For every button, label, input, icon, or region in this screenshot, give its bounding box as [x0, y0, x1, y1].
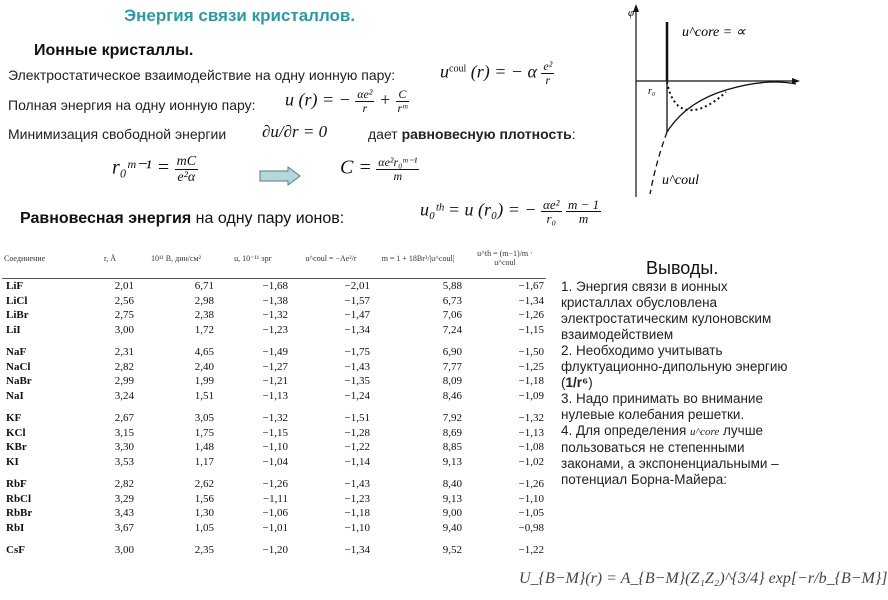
value-cell: −1,32 [262, 309, 288, 322]
value-cell: 8,46 [442, 389, 462, 402]
value-cell: −1,34 [344, 544, 370, 557]
conclusions-list [561, 279, 797, 488]
minimization-result: дает равновесную плотность: [368, 126, 576, 142]
value-cell: 1,17 [194, 455, 214, 468]
value-cell: −1,26 [518, 309, 544, 322]
value-cell: −1,23 [344, 492, 370, 505]
group-spacer [2, 403, 546, 411]
value-cell: −1,57 [344, 294, 370, 307]
compound-cell: KF [6, 412, 22, 425]
value-cell: 1,99 [194, 375, 214, 388]
total-potential-curve [667, 82, 796, 132]
value-cell: 3,67 [114, 521, 134, 534]
value-cell: 2,38 [194, 309, 214, 322]
value-cell: −1,24 [344, 389, 370, 402]
table-row [2, 426, 546, 441]
value-cell: −1,01 [262, 521, 288, 534]
value-cell: 3,24 [114, 389, 134, 402]
value-cell: 3,53 [114, 455, 134, 468]
potential-plot [626, 2, 800, 198]
value-cell: −0,98 [518, 521, 544, 534]
value-cell: −1,20 [262, 544, 288, 557]
value-cell: −1,22 [344, 441, 370, 454]
plot-core-label: u^core = ∝ [682, 25, 746, 40]
compound-cell: LiI [6, 323, 21, 336]
conclusion-3: 3. Надо принимать во внимание нулевые колебания решетки. [561, 391, 763, 422]
value-cell: −1,10 [262, 441, 288, 454]
value-cell: −1,02 [518, 455, 544, 468]
equilibrium-heading: Равновесная энергия на одну пару ионов: [20, 210, 345, 227]
value-cell: 2,40 [194, 360, 214, 373]
col-b: 10¹¹ B, дин/см² [136, 238, 216, 279]
compound-cell: LiCl [6, 294, 28, 307]
compound-cell: NaI [6, 389, 24, 402]
value-cell: 3,00 [114, 323, 134, 336]
coulomb-line-text: Электростатическое взаимодействие на одну ионную пару: [8, 67, 396, 83]
value-cell: 1,30 [194, 507, 214, 520]
col-uth: u^th = (m−1)/m · u^coul [464, 238, 546, 279]
table-row [2, 308, 546, 323]
value-cell: −1,26 [262, 478, 288, 491]
dotted-minimum-curve [667, 82, 726, 110]
value-cell: 7,24 [442, 323, 462, 336]
value-cell: 3,15 [114, 426, 134, 439]
value-cell: 2,35 [194, 544, 214, 557]
value-cell: −1,38 [262, 294, 288, 307]
col-compound: Соединение [2, 238, 84, 279]
compound-cell: NaF [6, 346, 27, 359]
value-cell: 3,05 [194, 412, 214, 425]
value-cell: 3,29 [114, 492, 134, 505]
value-cell: −1,18 [344, 507, 370, 520]
value-cell: −1,35 [344, 375, 370, 388]
table-row [2, 543, 546, 558]
value-cell: 8,69 [442, 426, 462, 439]
value-cell: −1,13 [518, 426, 544, 439]
value-cell: −1,09 [518, 389, 544, 402]
table-row [2, 521, 546, 536]
table-row [2, 506, 546, 521]
table-row [2, 374, 546, 389]
compound-cell: CsF [6, 544, 25, 557]
compound-cell: LiBr [6, 309, 29, 322]
value-cell: 2,56 [114, 294, 134, 307]
compound-cell: RbCl [6, 492, 32, 505]
table-row [2, 360, 546, 375]
value-cell: 1,51 [194, 389, 214, 402]
table-row [2, 294, 546, 309]
value-cell: 6,71 [194, 280, 214, 293]
value-cell: −1,51 [344, 412, 370, 425]
coulomb-formula: $u^{coul}$ (r) = − α $\frac{\text{e²}}{r}$ [440, 59, 553, 87]
value-cell: 9,40 [442, 521, 462, 534]
value-cell: 2,62 [194, 478, 214, 491]
value-cell: −1,11 [262, 492, 288, 505]
value-cell: −1,67 [518, 280, 544, 293]
value-cell: 6,90 [442, 346, 462, 359]
equilibrium-formula: u₀ᵗʰ = u (r₀) = − $\frac{\text{αe²}}{\text{r₀}}$ $\frac{m - 1}{m}$ [420, 197, 600, 226]
value-cell: −1,10 [344, 521, 370, 534]
value-cell: −1,18 [518, 375, 544, 388]
born-mayer-formula: U_{B−M}(r) = A_{B−M}(Z₁Z₂)^{3/4} exp[−r/b_{B−M}] [519, 570, 888, 587]
value-cell: 4,65 [194, 346, 214, 359]
table-row [2, 389, 546, 404]
plot-ylabel: φ [628, 7, 635, 19]
section-subtitle: Ионные кристаллы. [34, 42, 194, 59]
value-cell: −1,43 [344, 360, 370, 373]
value-cell: 7,77 [442, 360, 462, 373]
value-cell: 1,48 [194, 441, 214, 454]
total-energy-formula: u (r) = − $\frac{\text{αe²}}{r}$ + $\frac{C}{\text{rᵐ}}$ [285, 87, 408, 115]
value-cell: 1,72 [194, 323, 214, 336]
value-cell: −1,15 [262, 426, 288, 439]
value-cell: 1,56 [194, 492, 214, 505]
value-cell: −1,21 [262, 375, 288, 388]
value-cell: 8,40 [442, 478, 462, 491]
value-cell: −1,43 [344, 478, 370, 491]
col-u: u, 10⁻¹¹ эрг [216, 238, 290, 279]
value-cell: 9,00 [442, 507, 462, 520]
value-cell: 6,73 [442, 294, 462, 307]
col-r: r, Å [84, 238, 136, 279]
value-cell: 7,92 [442, 412, 462, 425]
value-cell: −1,34 [344, 323, 370, 336]
compound-cell: LiF [6, 280, 24, 293]
derivative-formula: ∂u/∂r = 0 [262, 122, 328, 141]
value-cell: 3,43 [114, 507, 134, 520]
value-cell: 8,09 [442, 375, 462, 388]
c-formula: C = $\frac{\text{αe²r₀ᵐ⁻¹}}{m}$ [340, 155, 418, 183]
conclusion-1: 1. Энергия связи в ионных кристаллах обусловлена электростатическим кулоновским взаимодействием [561, 279, 772, 342]
r0-formula: r₀ᵐ⁻¹ = $\frac{mC}{\text{e²α}}$ [112, 154, 197, 185]
value-cell: 7,06 [442, 309, 462, 322]
col-ucoul: u^coul = −Ae²/r [290, 238, 372, 279]
value-cell: −1,15 [518, 323, 544, 336]
value-cell: 2,75 [114, 309, 134, 322]
value-cell: 9,13 [442, 492, 462, 505]
compound-cell: KI [6, 455, 19, 468]
col-m: m = 1 + 18Br³/|u^coul| [372, 238, 464, 279]
value-cell: −1,25 [518, 360, 544, 373]
compound-cell: NaCl [6, 360, 31, 373]
value-cell: −1,08 [518, 441, 544, 454]
table-row [2, 440, 546, 455]
arrow-icon [258, 166, 302, 186]
compound-cell: RbI [6, 521, 25, 534]
group-spacer [2, 337, 546, 345]
value-cell: 9,13 [442, 455, 462, 468]
value-cell: −1,26 [518, 478, 544, 491]
table-row [2, 345, 546, 360]
table-row [2, 323, 546, 338]
table-row [2, 279, 546, 294]
value-cell: −1,49 [262, 346, 288, 359]
value-cell: 8,85 [442, 441, 462, 454]
value-cell: −1,75 [344, 346, 370, 359]
conclusion-2: 2. Необходимо учитывать флуктуационно-дипольную энергию (1/r⁶) [561, 343, 788, 390]
value-cell: 5,88 [442, 280, 462, 293]
value-cell: −1,13 [262, 389, 288, 402]
value-cell: −1,50 [518, 346, 544, 359]
compound-cell: KBr [6, 441, 27, 454]
table-row [2, 477, 546, 492]
value-cell: 2,99 [114, 375, 134, 388]
group-spacer [2, 535, 546, 543]
value-cell: 2,82 [114, 360, 134, 373]
compound-cell: KCl [6, 426, 26, 439]
table-row [2, 411, 546, 426]
value-cell: 2,98 [194, 294, 214, 307]
table-header-row [2, 238, 546, 279]
ionic-crystal-table [2, 238, 546, 558]
plot-coul-label: u^coul [662, 173, 700, 188]
value-cell: −1,34 [518, 294, 544, 307]
conclusion-4: 4. Для определения u^core лучше пользоваться не степенными законами, а экспоненциальными – потенциал Борна-Майера: [561, 423, 779, 487]
plot-r0-label: r₀ [648, 86, 656, 97]
value-cell: −1,68 [262, 280, 288, 293]
value-cell: 1,75 [194, 426, 214, 439]
value-cell: −1,14 [344, 455, 370, 468]
value-cell: −1,28 [344, 426, 370, 439]
value-cell: 9,52 [442, 544, 462, 557]
value-cell: −1,32 [262, 412, 288, 425]
value-cell: 3,30 [114, 441, 134, 454]
value-cell: −1,47 [344, 309, 370, 322]
total-energy-line-text: Полная энергия на одну ионную пару: [8, 97, 256, 113]
table-row [2, 455, 546, 470]
value-cell: −1,27 [262, 360, 288, 373]
value-cell: 2,82 [114, 478, 134, 491]
group-spacer [2, 469, 546, 477]
compound-cell: NaBr [6, 375, 32, 388]
value-cell: 1,05 [194, 521, 214, 534]
minimization-line-text: Минимизация свободной энергии [8, 126, 227, 142]
value-cell: −2,01 [344, 280, 370, 293]
value-cell: 3,00 [114, 544, 134, 557]
compound-cell: RbBr [6, 507, 33, 520]
value-cell: −1,22 [518, 544, 544, 557]
value-cell: −1,23 [262, 323, 288, 336]
value-cell: 2,67 [114, 412, 134, 425]
page-title: Энергия связи кристаллов. [124, 6, 356, 25]
value-cell: −1,10 [518, 492, 544, 505]
value-cell: −1,04 [262, 455, 288, 468]
value-cell: −1,05 [518, 507, 544, 520]
compound-cell: RbF [6, 478, 27, 491]
value-cell: −1,32 [518, 412, 544, 425]
value-cell: 2,01 [114, 280, 134, 293]
conclusions-title: Выводы. [646, 258, 719, 278]
table-row [2, 492, 546, 507]
value-cell: −1,06 [262, 507, 288, 520]
value-cell: 2,31 [114, 346, 134, 359]
